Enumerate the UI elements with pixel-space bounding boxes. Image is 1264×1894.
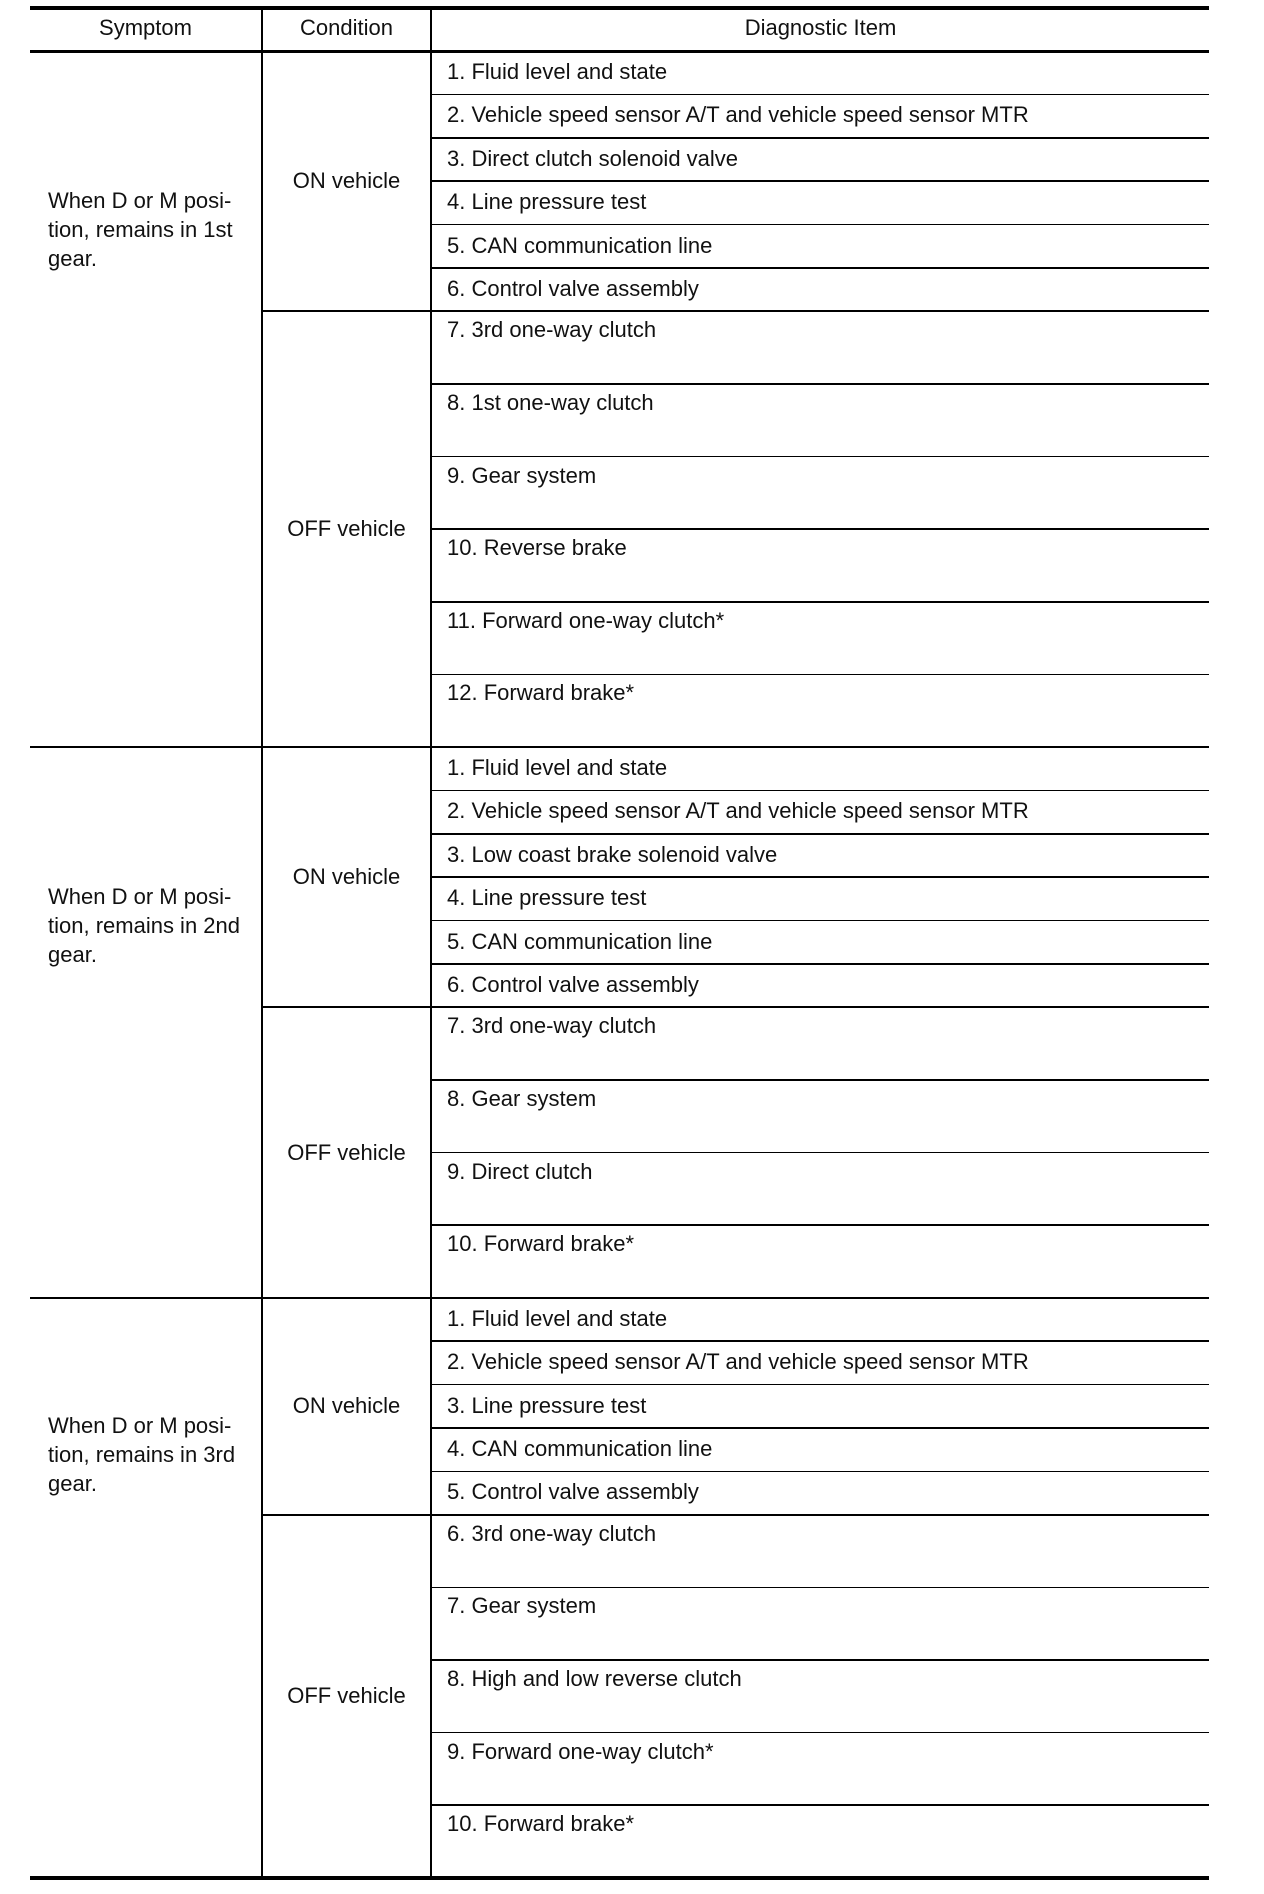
diagnostic-item: 4. Line pressure test <box>447 885 647 911</box>
condition-divider <box>262 1006 1209 1008</box>
row-divider <box>431 1732 1209 1734</box>
row-divider <box>431 1079 1209 1081</box>
diagnostic-item: 7. 3rd one-way clutch <box>447 317 657 343</box>
condition-on-vehicle: ON vehicle <box>292 168 401 194</box>
diagnostic-item: 8. Gear system <box>447 1086 597 1111</box>
diagnostic-item: 2. Vehicle speed sensor A/T and vehicle speed sensor MTR <box>447 798 1029 824</box>
diagnostic-item: 1. Fluid level and state <box>447 755 668 780</box>
diagnostic-item: 7. Gear system <box>447 1593 597 1619</box>
diagnostic-item: 5. Control valve assembly <box>447 1479 699 1505</box>
row-divider <box>431 876 1209 878</box>
diagnostic-item: 12. Forward brake* <box>447 680 635 706</box>
row-divider <box>431 920 1209 922</box>
row-divider <box>431 383 1209 385</box>
diagnostic-item: 9. Gear system <box>447 462 597 488</box>
column-divider-condition <box>261 8 263 1878</box>
row-divider <box>431 528 1209 530</box>
diagnostic-item: 10. Forward brake* <box>447 1811 635 1837</box>
row-divider <box>431 963 1209 965</box>
row-divider <box>431 833 1209 835</box>
diagnostic-item: 6. 3rd one-way clutch <box>447 1520 657 1546</box>
condition-divider <box>262 1514 1209 1516</box>
condition-divider <box>262 310 1209 312</box>
header-symptom: Symptom <box>99 15 192 40</box>
diagnostic-item: 10. Forward brake* <box>447 1231 635 1257</box>
row-divider <box>431 1384 1209 1386</box>
diagnostic-item: 2. Vehicle speed sensor A/T and vehicle speed sensor MTR <box>447 1349 1029 1375</box>
row-divider <box>431 1427 1209 1429</box>
row-divider <box>431 1587 1209 1589</box>
row-divider <box>431 94 1209 96</box>
condition-off-vehicle: OFF vehicle <box>287 516 406 542</box>
row-divider <box>431 137 1209 139</box>
diagnostic-item: 4. CAN communication line <box>447 1436 713 1461</box>
header-diagnostic-item: Diagnostic Item <box>744 15 897 40</box>
header-condition: Condition <box>300 15 393 40</box>
diagnostic-item: 8. High and low reverse clutch <box>447 1666 742 1691</box>
diagnostic-item: 3. Direct clutch solenoid valve <box>447 145 739 171</box>
column-divider-item <box>430 8 432 1878</box>
diagnostic-item: 3. Low coast brake solenoid valve <box>447 841 778 867</box>
condition-on-vehicle: ON vehicle <box>292 864 401 890</box>
group-divider <box>30 746 1209 748</box>
condition-on-vehicle: ON vehicle <box>292 1393 401 1419</box>
diagnostic-item: 1. Fluid level and state <box>447 59 668 84</box>
row-divider <box>431 267 1209 269</box>
diagnostic-item: 3. Line pressure test <box>447 1392 647 1418</box>
row-divider <box>431 1152 1209 1154</box>
diagnostic-item: 5. CAN communication line <box>447 232 713 258</box>
diagnostic-item: 4. Line pressure test <box>447 189 647 215</box>
row-divider <box>431 456 1209 458</box>
condition-off-vehicle: OFF vehicle <box>287 1683 406 1709</box>
row-divider <box>431 1340 1209 1342</box>
row-divider <box>431 1804 1209 1806</box>
table-bottom-border <box>30 1876 1209 1880</box>
row-divider <box>431 601 1209 603</box>
diagnostic-item: 5. CAN communication line <box>447 928 713 954</box>
diagnostic-item: 11. Forward one-way clutch* <box>447 607 725 633</box>
row-divider <box>431 180 1209 182</box>
row-divider <box>431 1471 1209 1473</box>
symptom-text: When D or M posi- tion, remains in 2nd gear. <box>48 884 240 968</box>
row-divider <box>431 1659 1209 1661</box>
header-bottom-border <box>30 50 1209 53</box>
symptom-text: When D or M posi- tion, remains in 3rd gear. <box>48 1413 236 1497</box>
diagnostic-item: 10. Reverse brake <box>447 535 627 561</box>
diagnostic-item: 8. 1st one-way clutch <box>447 390 654 415</box>
row-divider <box>431 1224 1209 1226</box>
row-divider <box>431 224 1209 226</box>
group-divider <box>30 1297 1209 1299</box>
diagnostic-item: 7. 3rd one-way clutch <box>447 1013 657 1039</box>
diagnostic-item: 2. Vehicle speed sensor A/T and vehicle speed sensor MTR <box>447 102 1029 128</box>
diagnostic-item: 9. Forward one-way clutch* <box>447 1738 714 1764</box>
diagnostic-item: 9. Direct clutch <box>447 1158 593 1184</box>
diagnostic-item: 6. Control valve assembly <box>447 276 699 301</box>
row-divider <box>431 790 1209 792</box>
diagnostic-item: 1. Fluid level and state <box>447 1305 668 1331</box>
table-top-border <box>30 6 1209 10</box>
row-divider <box>431 674 1209 676</box>
symptom-text: When D or M posi- tion, remains in 1st gear. <box>48 188 233 272</box>
condition-off-vehicle: OFF vehicle <box>287 1139 406 1165</box>
diagnostic-item: 6. Control valve assembly <box>447 972 699 997</box>
